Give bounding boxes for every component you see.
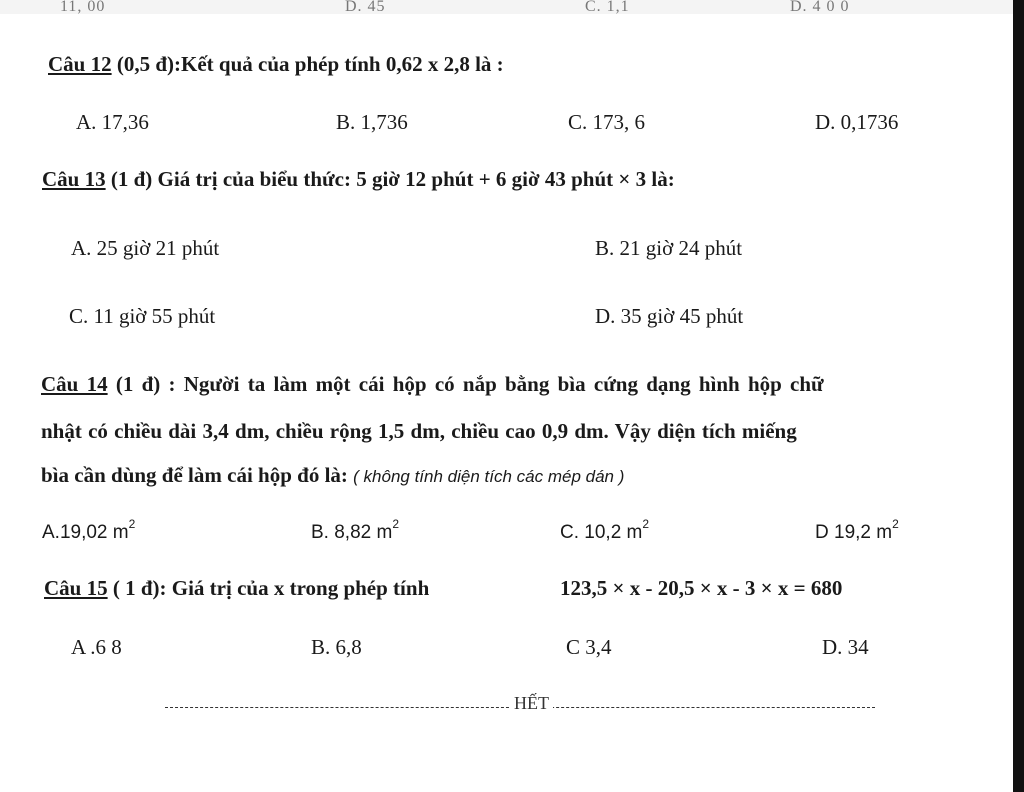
cut-option-c: C. 1,1 [585,0,630,15]
q13-option-a: A. 25 giờ 21 phút [71,236,220,260]
q13-option-c: C. 11 giờ 55 phút [69,304,216,328]
q14-option-d: D 19,2 $m^2$ [815,517,899,543]
question-15-stem: ( 1 đ): Giá trị của x trong phép tính [112,576,430,600]
q15-option-c: C 3,4 [566,635,612,659]
question-14-stem-2: nhật có chiều dài 3,4 dm, chiều rộng 1,5 dm, chiều cao 0,9 dm. Vậy diện tích miếng [41,419,797,443]
q14-option-b: B. 8,82 $m^2$ [311,517,400,543]
question-12 [48,52,504,77]
q12-option-a: A. 17,36 [76,110,149,134]
question-13 [42,167,675,192]
q15-option-a: A .6 8 [71,635,122,659]
q12-option-c: C. 173, 6 [568,110,646,134]
question-15-label: Câu 15 [44,576,108,600]
q15-option-b: B. 6,8 [311,635,362,659]
q12-option-b: B. 1,736 [336,110,408,134]
question-15-expression: 123,5 × x - 20,5 × x - 3 × x = 680 [560,576,843,600]
window-edge [1013,0,1024,792]
cut-option-a: 11, 00 [60,0,106,15]
q14-option-a: A.19,02 $m^2$ [42,517,136,543]
q13-option-d: D. 35 giờ 45 phút [595,304,744,328]
question-14-stem-1: (1 đ) : Người ta làm một cái hộp có nắp bằng bìa cứng dạng hình hộp chữ [115,372,824,396]
question-12-label: Câu 12 [48,52,112,76]
end-label: HẾT [510,693,553,714]
q15-option-d: D. 34 [822,635,869,659]
question-13-label: Câu 13 [42,167,106,191]
question-12-stem: (0,5 đ):Kết quả của phép tính 0,62 x 2,8 là : [116,52,504,76]
cut-option-b: D. 45 [345,0,386,15]
q14-option-c: C. 10,2 $m^2$ [560,517,650,543]
cut-option-d: D. 4 0 0 [790,0,850,15]
question-13-stem: (1 đ) Giá trị của biểu thức: 5 giờ 12 phút + 6 giờ 43 phút × 3 là: [110,167,675,191]
cropped-previous-options [0,0,1013,14]
question-14-label: Câu 14 [41,372,108,396]
question-15 [44,576,429,601]
question-14-note: ( không tính diện tích các mép dán ) [353,467,625,486]
question-14-line-3 [41,463,624,488]
q13-option-b: B. 21 giờ 24 phút [595,236,743,260]
question-14-stem-3: bìa cần dùng để làm cái hộp đó là: [41,463,348,487]
q12-option-d: D. 0,1736 [815,110,899,134]
question-14-line-1 [41,372,824,397]
